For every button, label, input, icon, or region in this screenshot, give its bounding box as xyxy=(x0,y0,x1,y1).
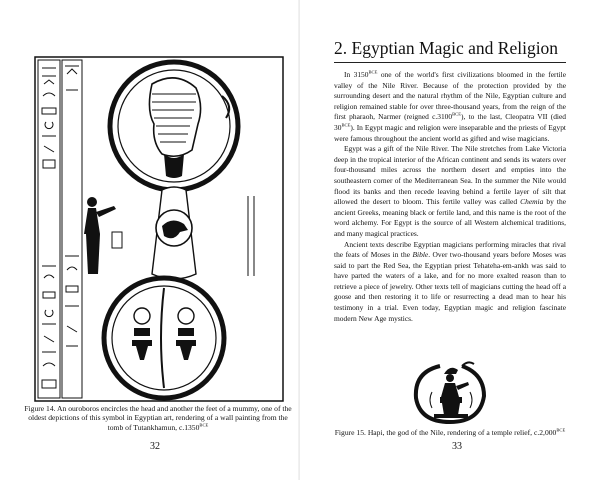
ouroboros-mummy-illustration xyxy=(34,56,284,402)
chapter-body xyxy=(334,70,566,324)
figure-15-caption: Figure 15. Hapi, the god of the Nile, rendering of a temple relief, $c.2,000^{BCE}$ xyxy=(334,427,566,437)
page-number-right: 33 xyxy=(452,441,462,452)
chapter-title-rule xyxy=(334,62,566,63)
paragraph: Egypt was a gift of the Nile River. The Nile stretches from Lake Victoria deep in the tropical interior of the African continent and sends its waters over four-thousand miles across the northern desert and empties into the southeastern corner of the Mediterranean Sea. In the summer the Nile would flood its banks and then recede leaving behind a fertile layer of silt that allowed the desert to bloom. This fertile valley was called Chemia by the ancient Greeks, meaning black or fertile land, and this name is the root of the word alchemy. For Egypt is the source of all Western alchemical traditions, and many magical practices. xyxy=(334,144,566,238)
figure-14-caption: Figure 14. An ouroboros encircles the head and another the feet of a mummy, one of the oldest depictions of this symbol in Egyptian art, rendering of a wall painting from the tomb of Tutankhamun, $c.1350^{BCE}$ xyxy=(24,404,292,432)
right-page xyxy=(300,0,600,480)
paragraph: Ancient texts describe Egyptian magicians performing miracles that rival the feats of Moses in the Bible. Over two-thousand years before Moses was said to part the Red Sea, the Egyptian priest Tehateha-em-ankh was said to have parted the waters of a lake, and for no more exalted reason than to retrieve a piece of jewelry. Other texts tell of magicians cutting the head off a goose and then restoring it to life or resurrecting a dead man to hear his testimony in a trial. Even today, Egyptian magic and religion fascinate modern New Age mystics. xyxy=(334,239,566,323)
paragraph: In $3150^{BCE}$ one of the world's first civilizations bloomed in the fertile valley of the Nile River. Because of the protection provided by the surrounding desert and the natural rhythm of the Nile, Egyptian culture and religion remained stable for over three-thousand years, from the reign of the first pharaoh, Narmer (reigned $c.3100^{BCE}$), to the last, Cleopatra VII (died $30^{BCE}$). In Egypt magic and religion were inseparable and the priests of Egypt were famous throughout the ancient world as gifted and wise magicians. xyxy=(334,69,567,143)
page-number-left: 32 xyxy=(150,441,160,452)
hapi-illustration xyxy=(410,358,492,428)
chapter-title: 2. Egyptian Magic and Religion xyxy=(334,38,559,58)
